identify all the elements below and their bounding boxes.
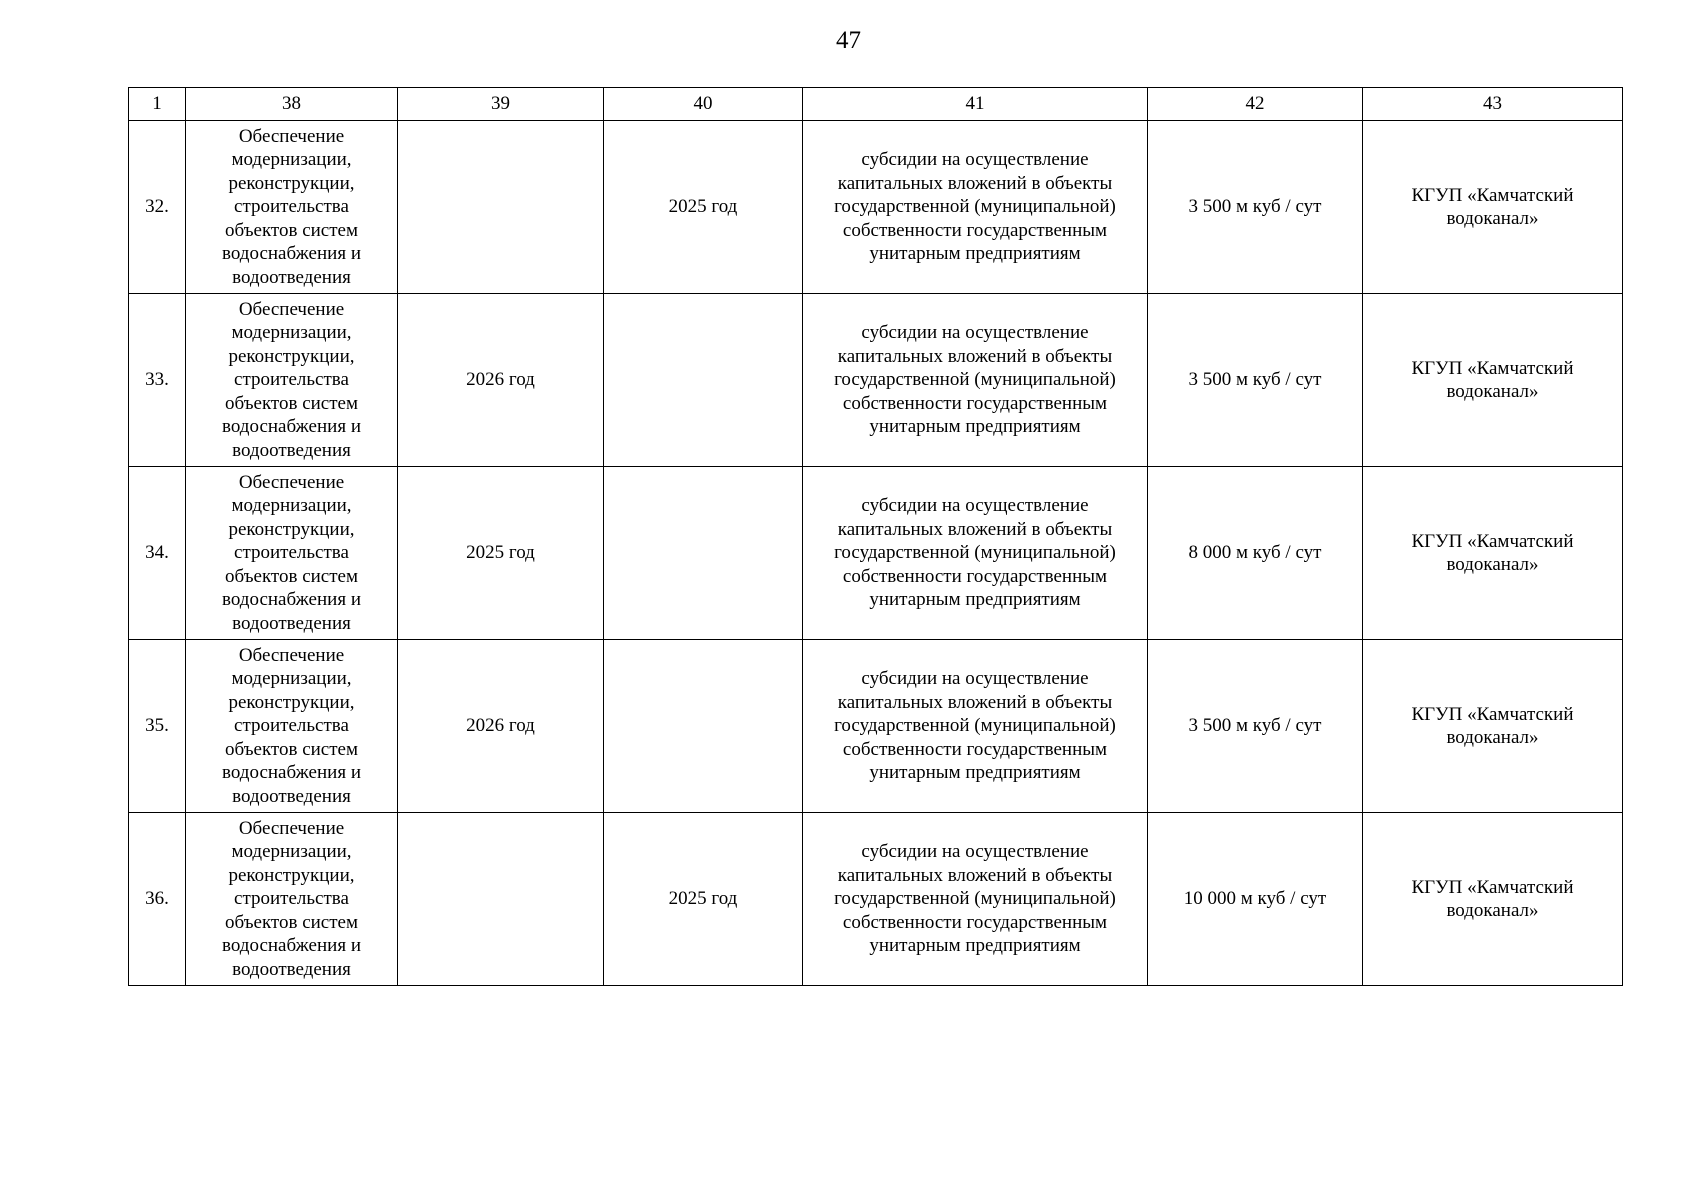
organization-cell [1363,813,1623,986]
organization-line: КГУП «Камчатский [1411,357,1574,379]
column-header: 38 [186,88,398,121]
purpose-line: Обеспечение [238,472,345,494]
purpose-line: водоотведения [232,958,351,980]
organization-line: водоканал» [1446,727,1539,748]
row-number-cell: 33. [129,294,186,467]
year-col39-cell: 2026 год [398,640,604,813]
purpose-line: Обеспечение [238,126,345,148]
purpose-line: реконструкции, [228,345,355,367]
subsidy-line: собственности государственным [842,911,1108,933]
row-number-cell: 36. [129,813,186,986]
purpose-line: водоотведения [232,785,351,807]
year-col40-cell: 2025 год [604,121,803,294]
purpose-cell [186,813,398,986]
row-number-cell: 32. [129,121,186,294]
organization-cell [1363,121,1623,294]
purpose-line: водоснабжения и [222,589,361,611]
year-col40-cell [604,294,803,467]
subsidy-line: унитарным предприятиям [869,589,1081,611]
capacity-cell: 10 000 м куб / сут [1148,813,1363,986]
capacity-cell: 3 500 м куб / сут [1148,294,1363,467]
purpose-line: объектов систем [225,219,358,241]
subsidy-line: субсидии на осуществление [861,841,1089,863]
year-col39-cell: 2025 год [398,467,604,640]
subsidy-line: государственной (муниципальной) [834,196,1116,218]
purpose-cell [186,294,398,467]
organization-line: КГУП «Камчатский [1411,184,1574,206]
purpose-line: строительства [234,715,349,737]
subsidy-line: капитальных вложений в объекты [837,518,1113,540]
table-row [129,467,1623,640]
organization-line: КГУП «Камчатский [1411,703,1574,725]
header-row [129,88,1623,121]
purpose-cell [186,121,398,294]
purpose-line: водоснабжения и [222,243,361,265]
subsidy-cell [803,121,1148,294]
column-header: 39 [398,88,604,121]
subsidy-cell [803,640,1148,813]
subsidy-line: капитальных вложений в объекты [837,864,1113,886]
purpose-line: реконструкции, [228,691,355,713]
subsidy-line: собственности государственным [842,738,1108,760]
table-row [129,121,1623,294]
subsidy-line: государственной (муниципальной) [834,715,1116,737]
purpose-cell [186,640,398,813]
subsidy-line: собственности государственным [842,392,1108,414]
purpose-line: водоснабжения и [222,762,361,784]
subsidy-line: унитарным предприятиям [869,762,1081,784]
organization-cell [1363,294,1623,467]
organization-cell [1363,467,1623,640]
subsidy-line: капитальных вложений в объекты [837,691,1113,713]
organization-cell [1363,640,1623,813]
year-col39-cell: 2026 год [398,294,604,467]
organization-line: водоканал» [1446,900,1539,921]
subsidy-cell [803,813,1148,986]
purpose-line: Обеспечение [238,299,345,321]
page-number: 47 [836,27,861,54]
subsidy-line: субсидии на осуществление [861,322,1089,344]
purpose-line: водоотведения [232,266,351,288]
purpose-line: объектов систем [225,565,358,587]
column-header: 41 [803,88,1148,121]
purpose-line: модернизации, [231,322,352,344]
purpose-line: модернизации, [231,495,352,517]
purpose-line: модернизации, [231,149,352,171]
purpose-line: строительства [234,542,349,564]
subsidy-line: собственности государственным [842,565,1108,587]
capacity-cell: 8 000 м куб / сут [1148,467,1363,640]
year-col39-cell [398,813,604,986]
subsidy-line: государственной (муниципальной) [834,542,1116,564]
purpose-line: модернизации, [231,668,352,690]
column-header: 1 [129,88,186,121]
subsidy-line: унитарным предприятиям [869,416,1081,438]
data-table [128,87,1623,986]
subsidy-line: унитарным предприятиям [869,935,1081,957]
purpose-line: объектов систем [225,392,358,414]
purpose-cell [186,467,398,640]
purpose-line: реконструкции, [228,518,355,540]
subsidy-line: субсидии на осуществление [861,495,1089,517]
table-row [129,813,1623,986]
column-header: 43 [1363,88,1623,121]
purpose-line: водоотведения [232,612,351,634]
capacity-cell: 3 500 м куб / сут [1148,121,1363,294]
purpose-line: Обеспечение [238,645,345,667]
purpose-line: строительства [234,369,349,391]
purpose-line: объектов систем [225,738,358,760]
subsidy-cell [803,467,1148,640]
purpose-line: модернизации, [231,841,352,863]
purpose-line: водоснабжения и [222,935,361,957]
subsidy-line: государственной (муниципальной) [834,369,1116,391]
row-number-cell: 35. [129,640,186,813]
year-col40-cell [604,467,803,640]
purpose-line: строительства [234,196,349,218]
subsidy-line: субсидии на осуществление [861,149,1089,171]
subsidy-line: капитальных вложений в объекты [837,345,1113,367]
row-number-cell: 34. [129,467,186,640]
subsidy-line: капитальных вложений в объекты [837,172,1113,194]
purpose-line: водоснабжения и [222,416,361,438]
column-header: 40 [604,88,803,121]
purpose-line: водоотведения [232,439,351,461]
purpose-line: реконструкции, [228,172,355,194]
organization-line: водоканал» [1446,208,1539,229]
subsidy-line: собственности государственным [842,219,1108,241]
year-col40-cell [604,640,803,813]
subsidy-line: субсидии на осуществление [861,668,1089,690]
organization-line: КГУП «Камчатский [1411,876,1574,898]
organization-line: КГУП «Камчатский [1411,530,1574,552]
purpose-line: Обеспечение [238,818,345,840]
year-col39-cell [398,121,604,294]
subsidy-line: унитарным предприятиям [869,243,1081,265]
purpose-line: строительства [234,888,349,910]
purpose-line: реконструкции, [228,864,355,886]
organization-line: водоканал» [1446,381,1539,402]
table-row [129,640,1623,813]
subsidy-line: государственной (муниципальной) [834,888,1116,910]
column-header: 42 [1148,88,1363,121]
purpose-line: объектов систем [225,911,358,933]
capacity-cell: 3 500 м куб / сут [1148,640,1363,813]
organization-line: водоканал» [1446,554,1539,575]
subsidy-cell [803,294,1148,467]
year-col40-cell: 2025 год [604,813,803,986]
table-row [129,294,1623,467]
